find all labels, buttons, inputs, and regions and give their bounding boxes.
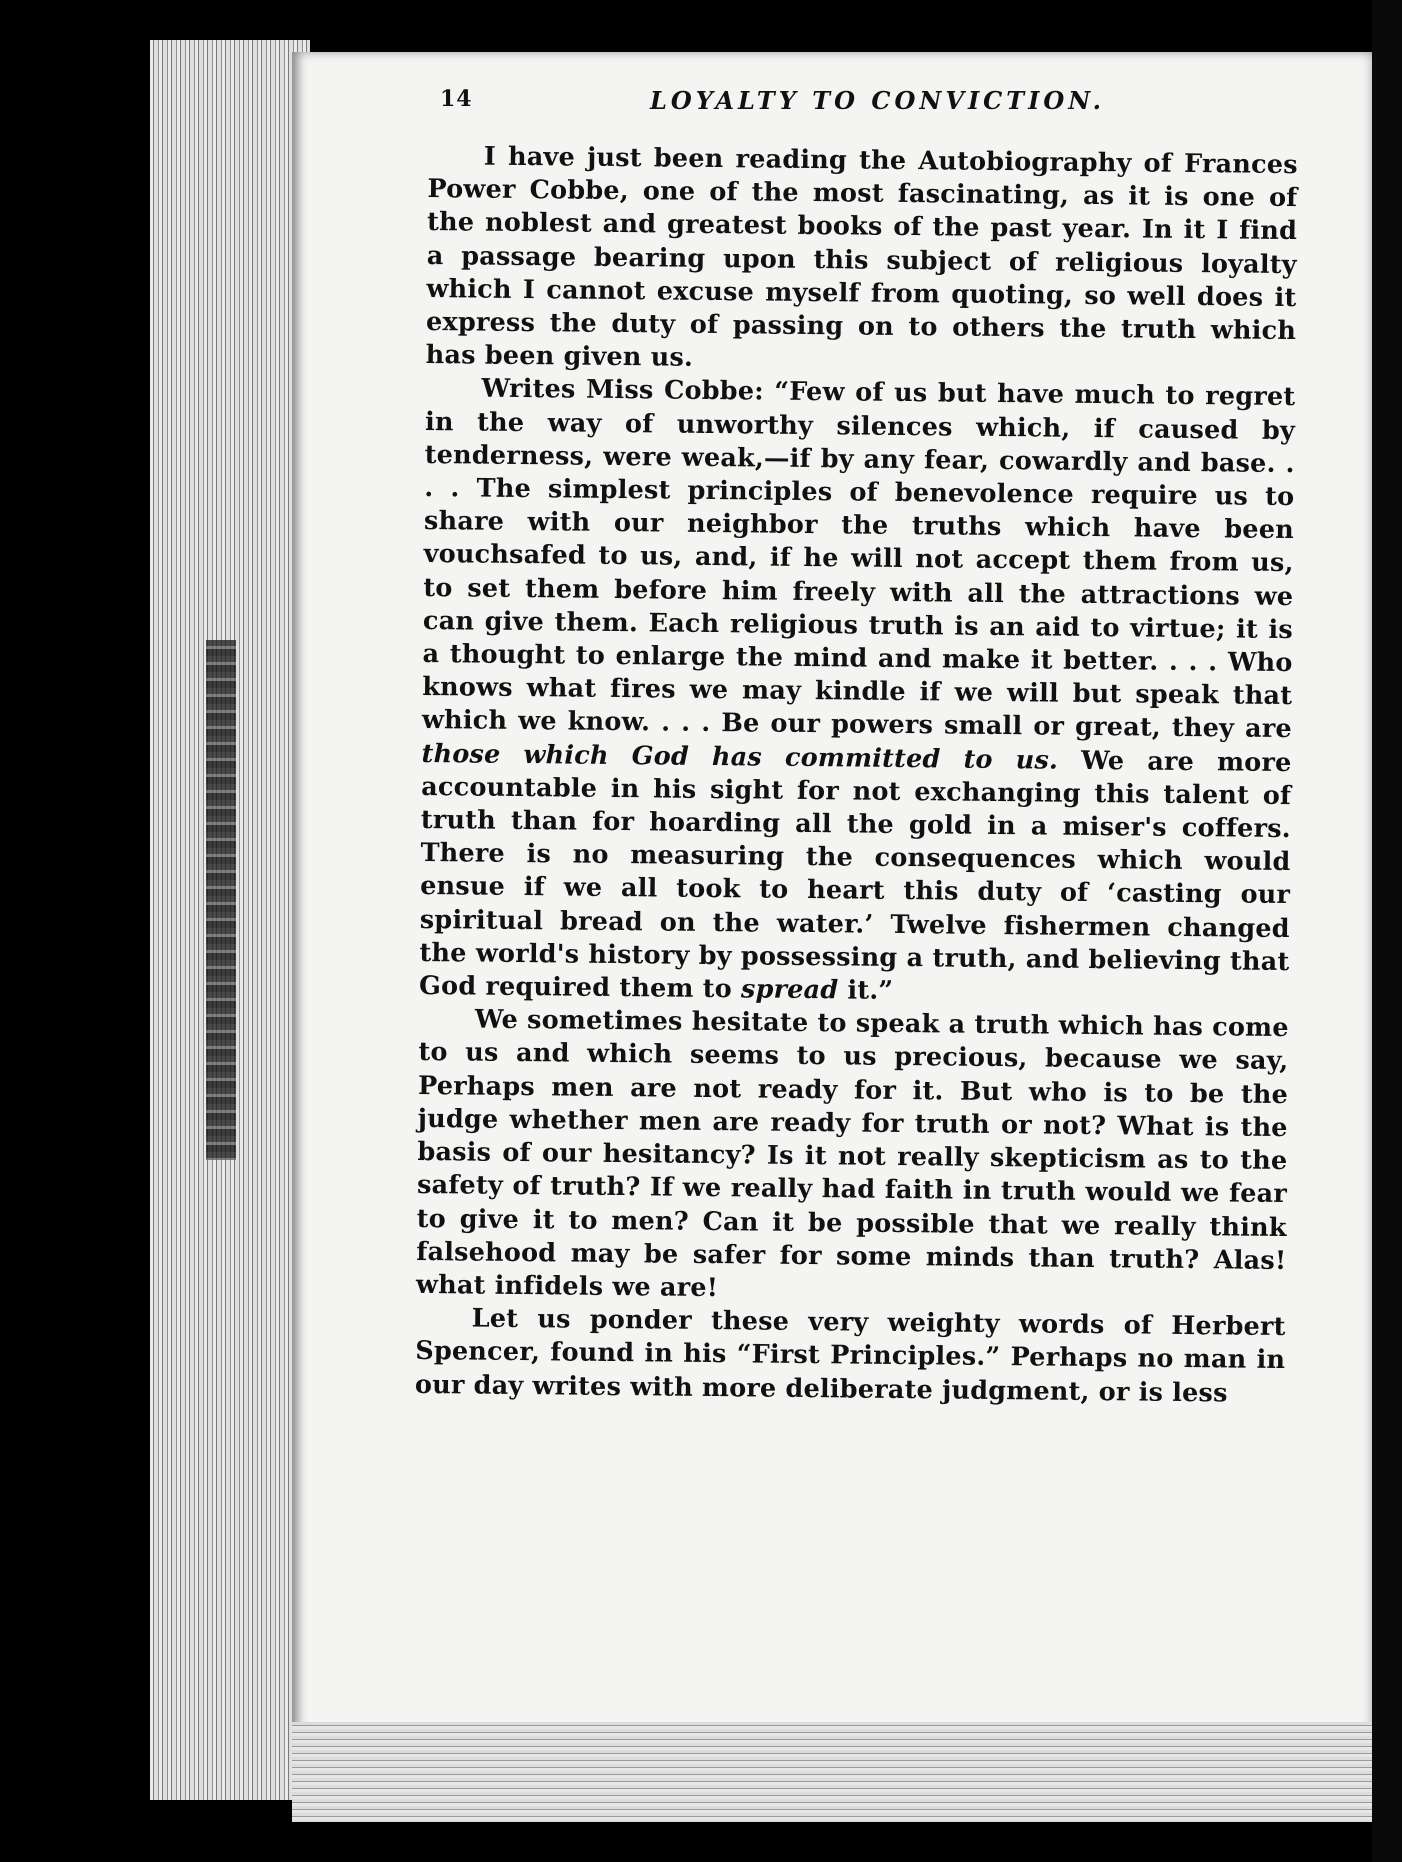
paragraph	[415, 1302, 1286, 1411]
running-head: LOYALTY TO CONVICTION.	[650, 86, 1106, 115]
paragraph	[419, 372, 1296, 1012]
text-segment: Writes Miss Cobbe: “Few of us but have much to regret in the way of unworthy silences which, if caused by tenderness, were weak,—if by any fear, cowardly and base. . . . The simplest principles of benevolence require us to share with our neighbor the truths which have been vouchsafed to us, and, if he will not accept them from us, to set them before him freely with all the attractions we can give them. Each religious truth is an aid to virtue; it is a thought to enlarge the mind and make it better. . . . Who knows what fires we may kindle if we will but speak that which we know. . . . Be our powers small or great, they are	[421, 373, 1296, 745]
page-bottom-edge	[292, 1722, 1372, 1822]
scan-border-right	[1372, 0, 1402, 1862]
body-text	[415, 140, 1298, 1411]
text-segment: I have just been reading the Autobiography of Frances Power Cobbe, one of the most fascinating, as it is one of the noblest and greatest books of the past year. In it I find a passage bearing upon this subject of religious loyalty which I cannot excuse myself from quoting, so well does it express the duty of passing on to others the truth which has been given us.	[425, 141, 1298, 374]
paragraph	[426, 140, 1298, 382]
library-stamp	[206, 640, 236, 1160]
paragraph	[416, 1003, 1289, 1311]
text-segment: We sometimes hesitate to speak a truth which has come to us and which seems to us precious, because we say, Perhaps men are not ready for it. But who is to be the judge whether men are ready for truth or not? What is the basis of our hesitancy? Is it not really skepticism as to the safety of truth? If we really had faith in truth would we fear to give it to men? Can it be possible that we really think falsehood may be safer for some minds than truth? Alas! what infidels we are!	[415, 1004, 1289, 1304]
page-header	[440, 86, 1320, 126]
italic-text: spread	[740, 974, 839, 1006]
italic-text: those which God has committed to us.	[421, 738, 1059, 776]
text-segment: it.”	[838, 975, 894, 1006]
page-number: 14	[440, 86, 473, 112]
text-segment: We are more accountable in his sight for not exchanging this talent of truth than for hoarding all the gold in a miser's coffers. There is no measuring the consequences which would ensue if we all took to heart this duty of ‘casting our spiritual bread on the water.’ Twelve fishermen changed the world's history by possessing a truth, and believing that God required them to	[418, 745, 1292, 1005]
text-segment: Let us ponder these very weighty words of Herbert Spencer, found in his “First Principles.” Perhaps no man in our day writes with more deliberate judgment, or is less	[414, 1303, 1286, 1408]
